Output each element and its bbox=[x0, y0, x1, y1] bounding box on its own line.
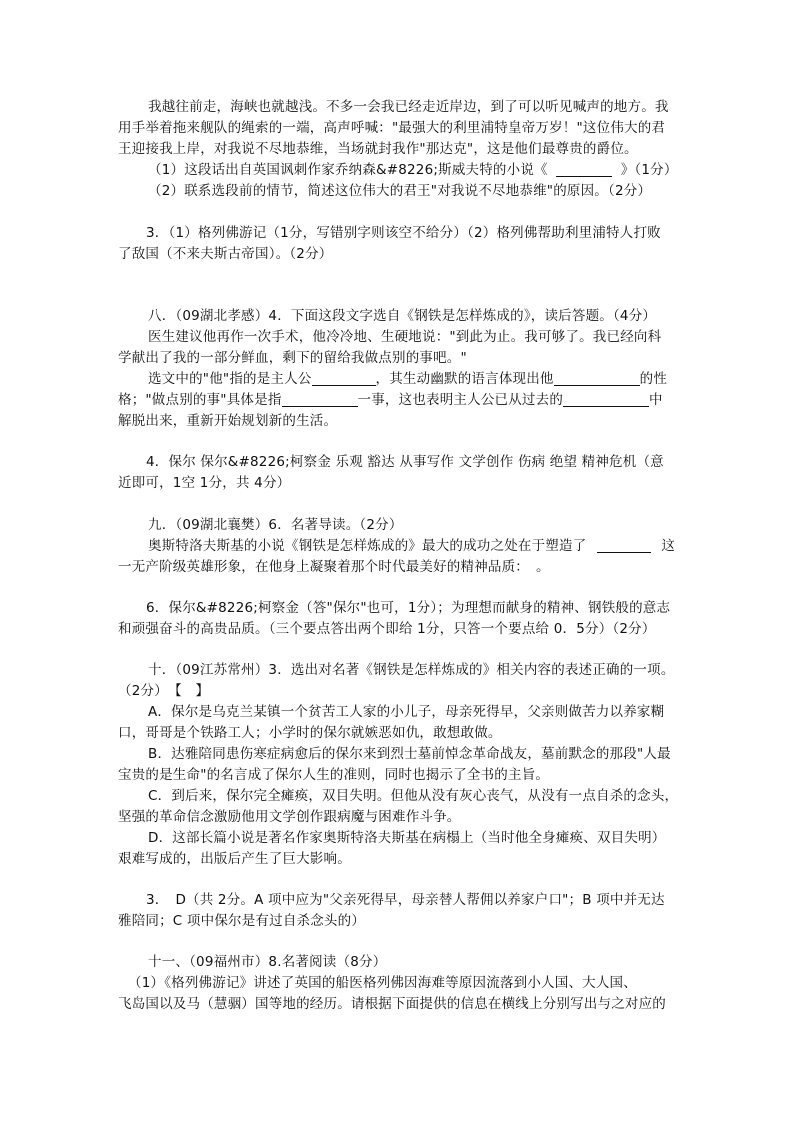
answer-blank bbox=[556, 162, 612, 177]
section-heading: 八．（09湖北孝感）4．下面这段文字选自《钢铁是怎样炼成的》，读后答题。（4分） bbox=[148, 308, 657, 324]
answer-blank bbox=[597, 538, 651, 553]
quote-line: 医生建议他再作一次手术，他冷冷地、生硬地说："到此为止。我可够了。我已经向科 bbox=[148, 329, 662, 345]
answer-blank bbox=[312, 371, 376, 386]
question-text: 奥斯特洛夫斯基的小说《钢铁是怎样炼成的》最大的成功之处在于塑造了 bbox=[148, 538, 587, 554]
fill-question-line bbox=[118, 390, 663, 410]
question-text: 一无产阶级英雄形象，在他身上凝聚着那个时代最美好的精神品质： 。 bbox=[118, 559, 550, 575]
section-heading: （2分） 【 】 bbox=[118, 683, 210, 699]
question-text: 的性 bbox=[639, 371, 668, 387]
option-b: B．达雅陪同患伤寒症病愈后的保尔来到烈士墓前悼念革命战友，墓前默念的那段"人最 bbox=[148, 746, 671, 762]
question-text: （1）这段话出自英国讽刺作家乔纳森&#8226;斯威夫特的小说《 bbox=[148, 162, 548, 178]
answer-line: 了敌国（不来夫斯古帝国）。（2分） bbox=[118, 246, 333, 262]
answer-line: 近即可，1空 1分，共 4分） bbox=[118, 475, 291, 491]
passage-line: 用手举着拖来舰队的绳索的一端，高声呼喊："最强大的利里浦特皇帝万岁！"这位伟大的君 bbox=[118, 120, 666, 136]
answer-blank bbox=[282, 392, 358, 407]
question-text: 解脱出来，重新开始规划新的生活。 bbox=[118, 413, 338, 429]
option-d: 艰难写成的，出版后产生了巨大影响。 bbox=[118, 851, 351, 867]
answer-blank bbox=[554, 371, 640, 386]
question-text: （1）《格列佛游记》讲述了英国的船医格列佛因海难等原因流落到小人国、大人国、 bbox=[128, 975, 637, 991]
question-text: 格；"做点别的事"具体是指 bbox=[118, 392, 282, 408]
question-text: 这 bbox=[661, 538, 676, 554]
fill-question-line bbox=[148, 369, 667, 389]
option-c: C．到后来，保尔完全瘫痪，双目失明。但他从没有灰心丧气，从没有一点自杀的念头， bbox=[148, 788, 679, 804]
section-heading: 十．（09江苏常州）3．选出对名著《钢铁是怎样炼成的》相关内容的表述正确的一项。 bbox=[148, 662, 675, 678]
option-b: 宝贵的是生命"的名言成了保尔人生的准则，同时也揭示了全书的主旨。 bbox=[118, 767, 550, 783]
fill-question-line bbox=[148, 536, 675, 556]
question-text: 选文中的"他"指的是主人公 bbox=[148, 371, 312, 387]
answer-line: 雅陪同；C 项中保尔是有过自杀念头的） bbox=[118, 913, 366, 929]
section-heading: 九．（09湖北襄樊）6．名著导读。（2分） bbox=[148, 517, 403, 533]
option-c: 坚强的革命信念激励他用文学创作跟病魔与困难作斗争。 bbox=[118, 809, 461, 825]
answer-line: 3． D（共 2分。A 项中应为"父亲死得早，母亲替人帮佣以养家户口"；B 项中并无达 bbox=[146, 892, 665, 908]
answer-line: 和顽强奋斗的高贵品质。（三个要点答出两个即给 1分，只答一个要点给 0．5分）（2分） bbox=[118, 621, 656, 637]
question-text: ，其生动幽默的语言体现出他 bbox=[375, 371, 554, 387]
option-a: 口，哥哥是个铁路工人；小学时的保尔就嫉恶如仇，敢想敢做。 bbox=[118, 725, 502, 741]
section-heading: 十一、（09福州市）8.名著阅读（8分） bbox=[148, 954, 387, 970]
passage-line: 王迎接我上岸，对我说不尽地恭维，当场就封我作"那达克"，这是他们最尊贵的爵位。 bbox=[118, 141, 638, 157]
question-text: 》（1分） bbox=[620, 162, 678, 178]
question-text: 飞岛国以及马（慧骃）国等地的经历。请根据下面提供的信息在横线上分别写出与之对应的 bbox=[118, 996, 666, 1012]
option-a: A．保尔是乌克兰某镇一个贫苦工人家的小儿子，母亲死得早，父亲则做苦力以养家糊 bbox=[148, 704, 665, 720]
answer-line: 4．保尔 保尔&#8226;柯察金 乐观 豁达 从事写作 文学创作 伤病 绝望 精神危机（意 bbox=[146, 454, 664, 470]
question-1 bbox=[148, 160, 678, 180]
answer-line: 3．（1）格列佛游记（1分，写错别字则该空不给分）（2）格列佛帮助利里浦特人打败 bbox=[146, 225, 661, 241]
answer-blank bbox=[563, 392, 649, 407]
question-text: 中 bbox=[649, 392, 663, 408]
answer-line: 6．保尔&#8226;柯察金（答"保尔"也可，1分）；为理想而献身的精神、钢铁般的意志 bbox=[146, 600, 671, 616]
question-2: （2）联系选段前的情节，简述这位伟大的君王"对我说不尽地恭维"的原因。（2分） bbox=[148, 183, 652, 199]
option-d: D．这部长篇小说是著名作家奥斯特洛夫斯基在病榻上（当时他全身瘫痪、双目失明） bbox=[148, 830, 666, 846]
quote-line: 学献出了我的一部分鲜血，剩下的留给我做点别的事吧。" bbox=[118, 350, 467, 366]
passage-line: 我越往前走，海峡也就越浅。不多一会我已经走近岸边，到了可以听见喊声的地方。我 bbox=[148, 99, 669, 115]
question-text: 一事，这也表明主人公已从过去的 bbox=[357, 392, 564, 408]
